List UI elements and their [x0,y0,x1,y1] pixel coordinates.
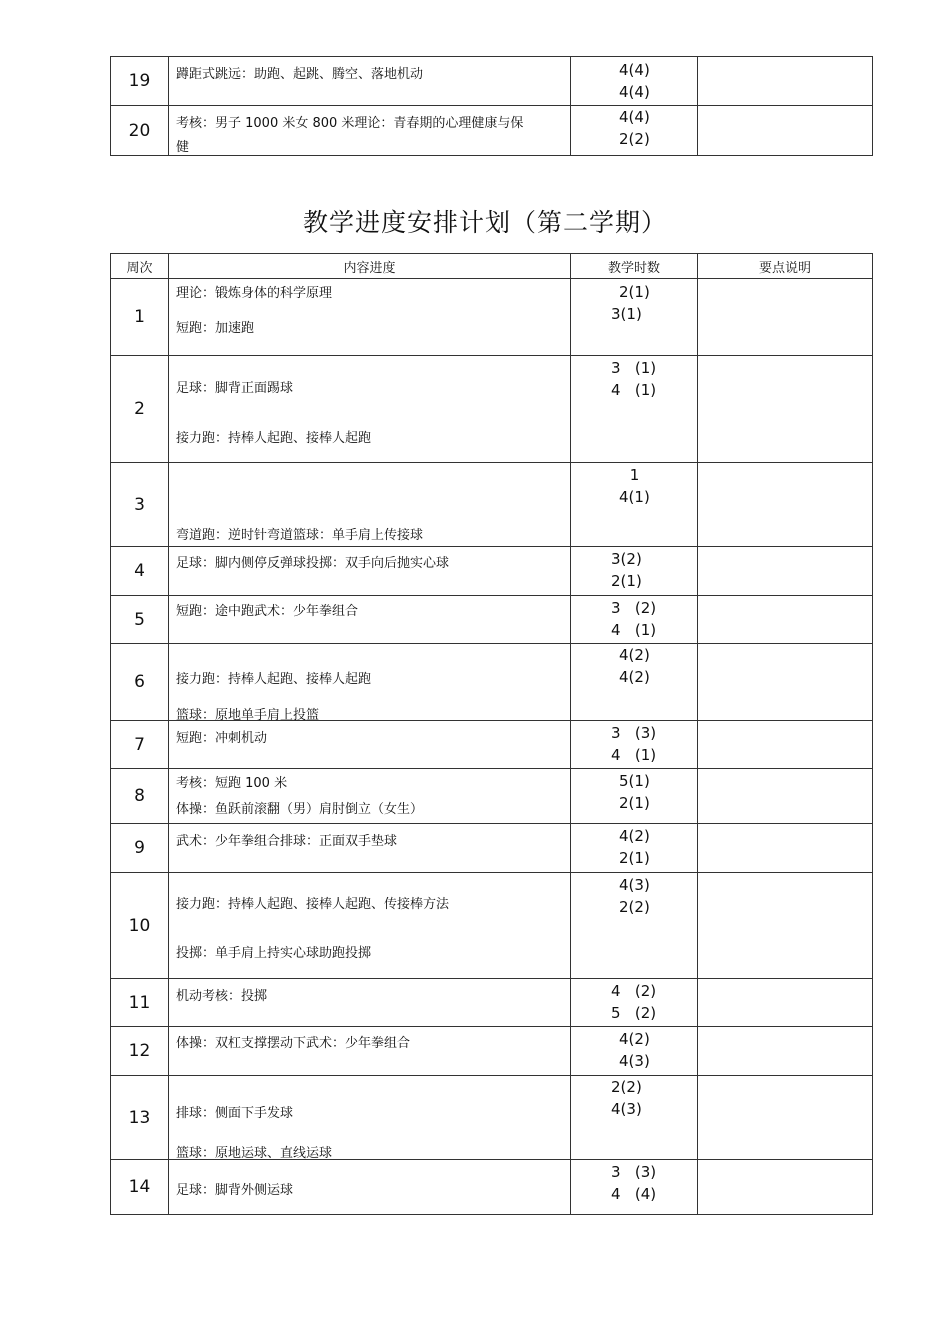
table-row [111,721,873,769]
hours-line: 4(2) [619,827,650,845]
week-cell: 20 [111,106,169,156]
hours-line: 4(3) [619,876,650,894]
notes-cell [698,769,873,824]
page-title: 教学进度安排计划（第二学期） [302,208,667,237]
table-row [111,106,873,156]
notes-cell [698,721,873,769]
header-week: 周次 [111,254,169,279]
notes-cell [698,547,873,596]
week-cell: 9 [111,824,169,873]
notes-cell [698,824,873,873]
content-line: 排球：侧面下手发球 [176,1106,294,1121]
week-cell: 12 [111,1027,169,1076]
notes-cell [698,873,873,979]
previous-semester-table [110,56,873,156]
hours-line: 4(3) [611,1100,642,1118]
content-line: 接力跑：持棒人起跑、接棒人起跑 [176,431,372,446]
content-line: 考核：短跑 100 米 [176,776,288,791]
hours-line: 4(2) [619,1030,650,1048]
week-cell: 11 [111,979,169,1027]
hours-line: 5(1) [619,772,650,790]
notes-cell [698,979,873,1027]
table-row [111,873,873,979]
hours-line: 4 (1) [611,621,657,639]
table-row [111,979,873,1027]
content-line: 健 [176,140,190,155]
table-row [111,1076,873,1160]
week-cell: 5 [111,596,169,644]
content-line: 体操：鱼跃前滚翻（男）肩肘倒立（女生） [176,802,424,817]
hours-line: 4(4) [619,83,650,101]
header-notes: 要点说明 [698,254,873,279]
hours-line: 4(3) [619,1052,650,1070]
content-line: 体操：双杠支撑摆动下武术：少年拳组合 [176,1036,411,1051]
hours-line: 2(1) [611,572,642,590]
content-line: 短跑：加速跑 [176,321,255,336]
content-line: 篮球：原地运球、直线运球 [176,1146,333,1161]
hours-line: 4(2) [619,646,650,664]
hours-line: 3 (3) [611,1163,657,1181]
week-cell: 1 [111,279,169,356]
content-line: 足球：脚背正面踢球 [176,381,294,396]
hours-line: 3 (3) [611,724,657,742]
hours-line: 4(1) [619,488,650,506]
week-cell: 14 [111,1160,169,1215]
notes-cell [698,57,873,106]
header-content: 内容进度 [169,254,571,279]
table-row [111,644,873,721]
content-line: 短跑：冲刺机动 [176,731,268,746]
table-row [111,824,873,873]
hours-line: 4(2) [619,668,650,686]
schedule-table [110,253,873,1215]
hours-line: 2(1) [619,849,650,867]
content-line: 足球：脚内侧停反弹球投掷：双手向后抛实心球 [176,556,450,571]
content-line: 弯道跑：逆时针弯道篮球：单手肩上传接球 [176,528,424,543]
hours-line: 2(2) [611,1078,642,1096]
week-cell: 13 [111,1076,169,1160]
content-line: 机动考核：投掷 [176,989,268,1004]
week-cell: 10 [111,873,169,979]
hours-line: 4 (1) [611,381,657,399]
week-cell: 3 [111,463,169,547]
hours-line: 2(1) [619,794,650,812]
hours-line: 2(1) [619,283,650,301]
table-row [111,356,873,463]
header-row [111,254,873,279]
header-hours: 教学时数 [571,254,698,279]
table-row [111,769,873,824]
hours-line: 3(1) [611,305,642,323]
hours-line: 5 (2) [611,1004,657,1022]
table-row [111,463,873,547]
hours-line: 4 (2) [611,982,657,1000]
table-row [111,547,873,596]
hours-line: 3 (2) [611,599,657,617]
hours-line: 1 [629,466,640,484]
table-row [111,596,873,644]
notes-cell [698,356,873,463]
hours-line: 4 (4) [611,1185,657,1203]
content-line: 篮球：原地单手肩上投篮 [176,708,320,723]
notes-cell [698,596,873,644]
notes-cell [698,106,873,156]
week-cell: 19 [111,57,169,106]
hours-line: 4 (1) [611,746,657,764]
hours-line: 3(2) [611,550,642,568]
week-cell: 4 [111,547,169,596]
table-row [111,57,873,106]
table-row [111,1027,873,1076]
content-line: 考核：男子 1000 米女 800 米理论：青春期的心理健康与保 [176,116,524,131]
hours-line: 4(4) [619,61,650,79]
table-row [111,1160,873,1215]
hours-line: 4(4) [619,108,650,126]
week-cell: 8 [111,769,169,824]
notes-cell [698,1076,873,1160]
notes-cell [698,279,873,356]
table-row [111,279,873,356]
content-line: 接力跑：持棒人起跑、接棒人起跑、传接棒方法 [176,897,450,912]
content-line: 蹲距式跳远：助跑、起跳、腾空、落地机动 [176,67,424,82]
hours-line: 2(2) [619,130,650,148]
notes-cell [698,463,873,547]
notes-cell [698,1027,873,1076]
hours-line: 3 (1) [611,359,657,377]
content-line: 理论：锻炼身体的科学原理 [176,286,333,301]
content-line: 足球：脚背外侧运球 [176,1183,294,1198]
week-cell: 2 [111,356,169,463]
content-line: 投掷：单手肩上持实心球助跑投掷 [176,946,372,961]
content-line: 接力跑：持棒人起跑、接棒人起跑 [176,672,372,687]
week-cell: 7 [111,721,169,769]
week-cell: 6 [111,644,169,721]
notes-cell [698,644,873,721]
content-line: 短跑：途中跑武术：少年拳组合 [176,604,359,619]
content-line: 武术：少年拳组合排球：正面双手垫球 [176,834,398,849]
hours-line: 2(2) [619,898,650,916]
notes-cell [698,1160,873,1215]
